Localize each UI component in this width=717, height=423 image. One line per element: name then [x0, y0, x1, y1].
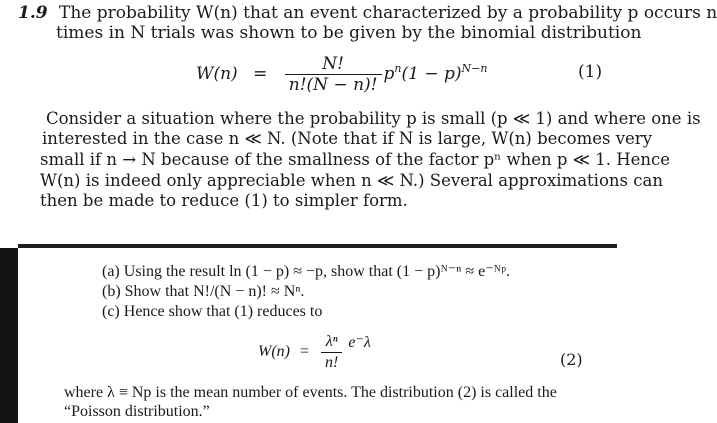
eq1-fraction: [285, 54, 382, 95]
paragraph-line-2: interested in the case n ≪ N. (Note that if N is large, W(n) becomes very: [42, 129, 653, 148]
part-c: (c) Hence show that (1) reduces to: [102, 303, 323, 320]
eq2-denominator: n!: [321, 352, 342, 373]
eq1-p: p: [383, 64, 395, 84]
closing-line-1: where λ ≡ Np is the mean number of events. The distribution (2) is called the: [64, 384, 557, 401]
equation-2: [258, 332, 371, 373]
part-b: (b) Show that N!/(N − n)! ≈ Nⁿ.: [102, 283, 305, 300]
problem-intro-line-2: times in N trials was shown to be given by the binomial distribution: [56, 23, 642, 43]
eq2-exponential: e⁻λ: [348, 334, 371, 352]
paragraph-line-5: then be made to reduce (1) to simpler form.: [40, 191, 408, 210]
equation-1: [196, 54, 487, 100]
paragraph-line-3: small if n → N because of the smallness of the factor pⁿ when p ≪ 1. Hence: [40, 150, 671, 169]
eq1-exp-nn: N−n: [461, 62, 488, 75]
problem-number: 1.9: [18, 3, 48, 23]
eq1-one-minus-p: (1 − p): [401, 64, 462, 84]
eq2-fraction: [321, 332, 342, 373]
scan-dark-margin: [0, 248, 18, 423]
eq1-numerator: N!: [322, 54, 344, 74]
eq1-denominator: n!(N − n)!: [285, 74, 382, 95]
closing-line-2: “Poisson distribution.”: [64, 403, 210, 420]
eq2-numerator: λⁿ: [325, 333, 338, 350]
eq2-equals: =: [299, 343, 310, 361]
eq2-lhs: W(n): [258, 343, 290, 361]
equation-1-label: (1): [578, 62, 603, 82]
part-a: (a) Using the result ln (1 − p) ≈ −p, show that (1 − p)ᴺ⁻ⁿ ≈ e⁻ᴺᵖ.: [102, 263, 511, 280]
eq1-exp-n: n: [394, 62, 402, 75]
problem-intro-line-1: [18, 2, 717, 24]
equation-2-label: (2): [560, 350, 583, 369]
intro-text-1: The probability W(n) that an event characterized by a probability p occurs n: [58, 3, 717, 23]
eq1-lhs: W(n): [196, 64, 238, 84]
paragraph-line-1: Consider a situation where the probability p is small (p ≪ 1) and where one is: [46, 109, 701, 128]
paragraph-line-4: W(n) is indeed only appreciable when n ≪ N.) Several approximations can: [40, 171, 663, 190]
eq1-equals: =: [253, 64, 268, 84]
